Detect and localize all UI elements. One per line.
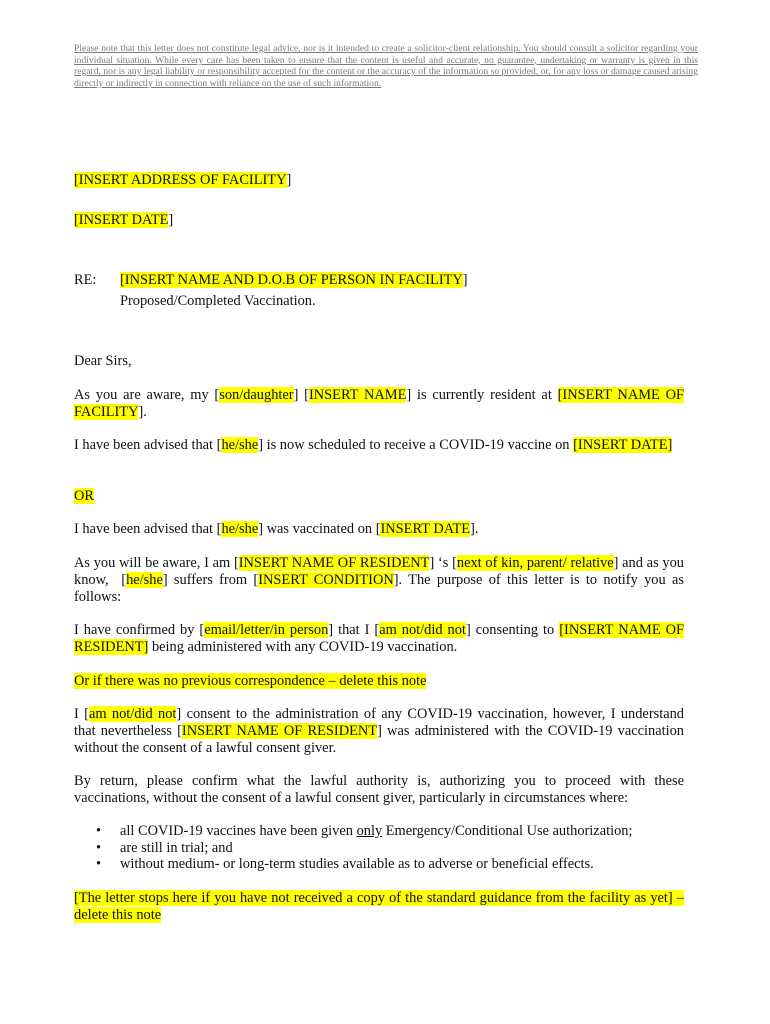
facility-address-line: [INSERT ADDRESS OF FACILITY] xyxy=(74,172,292,188)
bullet-icon: • xyxy=(96,856,102,872)
consent-status-placeholder[interactable]: am not/did not xyxy=(379,622,466,638)
salutation: Dear Sirs, xyxy=(74,353,132,369)
circumstances-list xyxy=(74,823,684,873)
person-name-dob-placeholder[interactable]: [INSERT NAME AND D.O.B OF PERSON IN FACILITY xyxy=(120,272,463,288)
condition-placeholder[interactable]: INSERT CONDITION xyxy=(258,572,394,588)
list-item: • all COVID-19 vaccines have been given only Emergency/Conditional Use authorization; xyxy=(96,823,633,839)
re-subject: Proposed/Completed Vaccination. xyxy=(120,293,316,309)
paragraph-administered: I [am not/did not] consent to the administration of any COVID-19 vaccination, however, I understand that nevertheless [INSERT NAME OF RESIDENT] was administered with the COVID-19 vaccination without the consent of a lawful consent giver. xyxy=(74,706,684,756)
list-item: • are still in trial; and xyxy=(96,839,233,856)
legal-disclaimer: Please note that this letter does not constitute legal advice, nor is it intended to create a solicitor-client relationship. You should consult a solicitor regarding your individual situation. While every care has been taken to ensure that the content is useful and accurate, no guarantee, undertaking or warranty is given in this regard, nor is any legal liability or responsibility accepted for the content or the accuracy of the information so provided, or, for any loss or damage caused arising directly or indirectly in connection with reliance on the use of such information. xyxy=(74,43,698,89)
pronoun-placeholder[interactable]: he/she xyxy=(221,437,259,453)
editor-note-guidance: [The letter stops here if you have not received a copy of the standard guidance from the facility as yet] – delete this note xyxy=(74,890,684,923)
consent-status-placeholder[interactable]: am not/did not xyxy=(88,706,177,722)
or-separator: OR xyxy=(74,488,94,504)
editor-note-correspondence: Or if there was no previous correspondence – delete this note xyxy=(74,673,427,689)
re-label: RE: xyxy=(74,272,97,288)
re-name-line: [INSERT NAME AND D.O.B OF PERSON IN FACILITY] xyxy=(120,272,468,288)
paragraph-scheduled: I have been advised that [he/she] is now scheduled to receive a COVID-19 vaccine on [INSERT DATE] xyxy=(74,437,673,453)
name-placeholder[interactable]: INSERT NAME xyxy=(308,387,407,403)
facility-name-placeholder[interactable]: [INSERT NAME OF FACILITY xyxy=(74,387,684,420)
bullet-icon: • xyxy=(96,823,102,839)
pronoun-placeholder[interactable]: he/she xyxy=(221,521,259,537)
paragraph-vaccinated: I have been advised that [he/she] was vaccinated on [INSERT DATE]. xyxy=(74,521,479,537)
resident-name-placeholder[interactable]: INSERT NAME OF RESIDENT xyxy=(238,555,430,571)
letter-date-placeholder[interactable]: [INSERT DATE xyxy=(74,212,169,228)
contact-method-placeholder[interactable]: email/letter/in person xyxy=(204,622,329,638)
relation-placeholder[interactable]: son/daughter xyxy=(219,387,294,403)
list-item: • without medium- or long-term studies available as to adverse or beneficial effects. xyxy=(96,856,594,872)
facility-address-placeholder[interactable]: [INSERT ADDRESS OF FACILITY xyxy=(74,172,287,188)
resident-name-placeholder[interactable]: [INSERT NAME OF RESIDENT] xyxy=(74,622,685,655)
letter-date-line: [INSERT DATE] xyxy=(74,212,174,228)
vaccine-date-placeholder[interactable]: [INSERT DATE] xyxy=(573,437,673,453)
paragraph-confirmed: I have confirmed by [email/letter/in person] that I [am not/did not] consenting to [INSERT NAME OF RESIDENT] being administered with any COVID-19 vaccination. xyxy=(74,622,685,655)
paragraph-lawful-authority: By return, please confirm what the lawful authority is, authorizing you to proceed with these vaccinations, without the consent of a lawful consent giver, particularly in circumstances where: xyxy=(74,773,684,806)
paragraph-notify: As you will be aware, I am [INSERT NAME OF RESIDENT] ‘s [next of kin, parent/ relative] and as you know, [he/she] suffers from [INSERT CONDITION]. The purpose of this letter is to notify you as follows: xyxy=(74,555,684,605)
bullet-icon: • xyxy=(96,839,102,856)
resident-name-placeholder[interactable]: INSERT NAME OF RESIDENT xyxy=(181,723,378,739)
relationship-placeholder[interactable]: next of kin, parent/ relative xyxy=(456,555,614,571)
paragraph-residence: As you are aware, my [son/daughter] [INSERT NAME] is currently resident at [INSERT NAME OF FACILITY]. xyxy=(74,387,684,420)
pronoun-placeholder[interactable]: he/she xyxy=(126,572,163,588)
vaccinated-date-placeholder[interactable]: INSERT DATE xyxy=(380,521,471,537)
